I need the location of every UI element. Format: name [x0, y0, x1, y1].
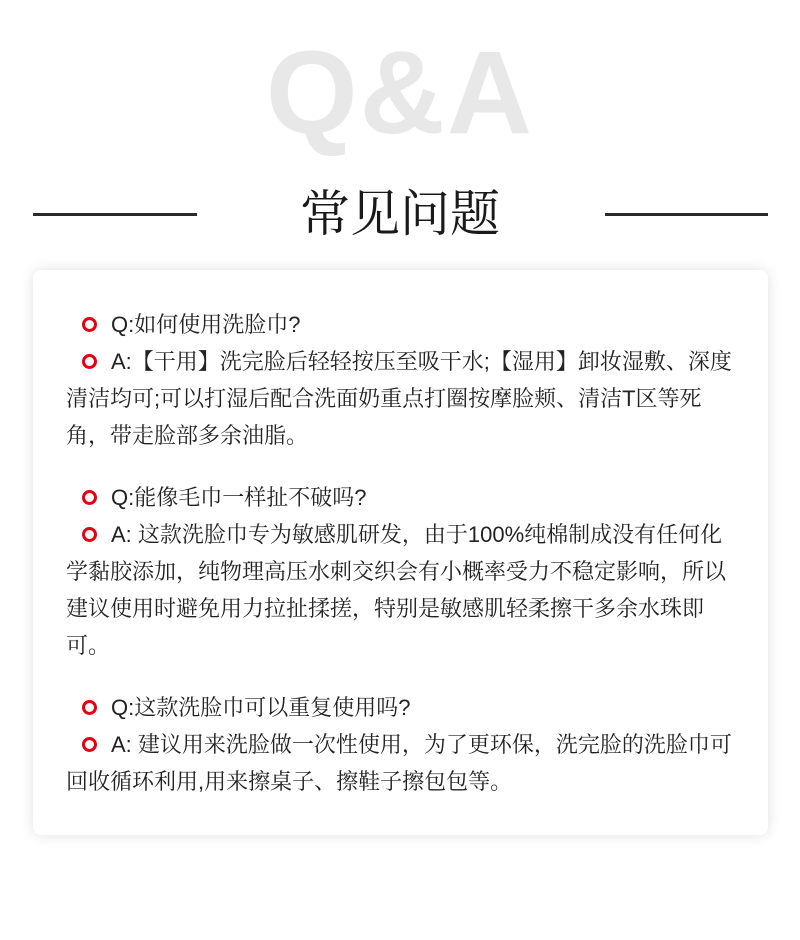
circle-bullet-icon: [82, 527, 97, 542]
faq-card: [33, 270, 768, 835]
question-text: Q:如何使用洗脸巾?: [111, 312, 301, 337]
circle-bullet-icon: [82, 737, 97, 752]
faq-item: [66, 689, 740, 800]
circle-bullet-icon: [82, 354, 97, 369]
title-divider-right: [605, 213, 768, 216]
faq-answer: [66, 516, 740, 664]
circle-bullet-icon: [82, 490, 97, 505]
circle-bullet-icon: [82, 700, 97, 715]
answer-text: A: 这款洗脸巾专为敏感肌研发，由于100%纯棉制成没有任何化学黏胶添加，纯物理高压水刺交织会有小概率受力不稳定影响，所以建议使用时避免用力拉扯揉搓，特别是敏感肌轻柔擦干多余水珠即可。: [66, 522, 727, 658]
circle-bullet-icon: [82, 317, 97, 332]
question-text: Q:能像毛巾一样扯不破吗?: [111, 485, 367, 510]
question-text: Q:这款洗脸巾可以重复使用吗?: [111, 695, 411, 720]
faq-question: [66, 689, 740, 726]
faq-question: [66, 306, 740, 343]
answer-text: A: 建议用来洗脸做一次性使用，为了更环保，洗完脸的洗脸巾可回收循环利用,用来擦桌子、擦鞋子擦包包等。: [66, 732, 732, 794]
faq-question: [66, 479, 740, 516]
qa-watermark: Q&A: [265, 27, 535, 159]
page-title: 常见问题: [300, 186, 500, 242]
answer-text: A:【干用】洗完脸后轻轻按压至吸干水;【湿用】卸妆湿敷、深度清洁均可;可以打湿后配合洗面奶重点打圈按摩脸颊、清洁T区等死角，带走脸部多余油脂。: [66, 349, 732, 448]
faq-answer: [66, 343, 740, 454]
faq-item: [66, 306, 740, 454]
faq-answer: [66, 726, 740, 800]
faq-item: [66, 479, 740, 664]
